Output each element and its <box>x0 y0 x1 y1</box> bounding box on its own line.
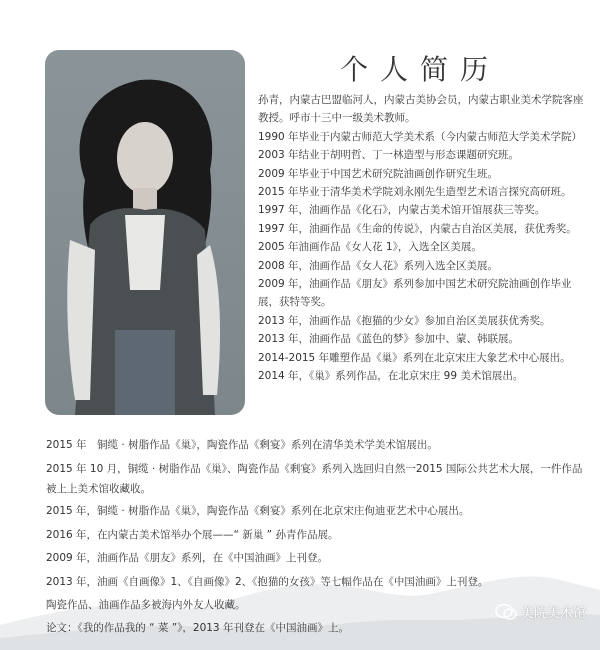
bio-line: 2016 年，在内蒙古美术馆举办个展——“ 新巢 ” 孙青作品展。 <box>46 528 339 541</box>
bio-line: 2015 年 10 月，铜缆 · 树脂作品《巢》、陶瓷作品《剩宴》系列入选回归自然一2015 国际公共艺术大展，一件作品被上上美术馆收藏收。 <box>46 463 583 496</box>
bio-line: 1997 年，油画作品《化石》，内蒙古美术馆开馆展获三等奖。 <box>258 204 546 217</box>
portrait-illustration <box>45 50 245 415</box>
bio-line: 陶瓷作品、油画作品多被海内外友人收藏。 <box>46 599 246 612</box>
watermark-text: 美院美术馆 <box>520 606 586 621</box>
bio-line: 2014 年，《巢》系列作品，在北京宋庄 99 美术馆展出。 <box>258 370 524 383</box>
portrait-photo <box>45 50 245 415</box>
bio-line: 2013 年，油画《自画像》1、《自画像》2、《抱猫的女孩》等七幅作品在《中国油画》上刊登。 <box>46 575 489 588</box>
bio-line: 2015 年毕业于清华美术学院刘永刚先生造型艺术语言探究高研班。 <box>258 186 572 199</box>
bio-line: 2013 年，油画作品《蓝色的梦》参加中、蒙、韩联展。 <box>258 333 520 346</box>
bio-line: 孙青，内蒙古巴盟临河人，内蒙古美协会员，内蒙古职业美术学院客座教授。呼市十三中一级美术教师。 <box>258 94 584 125</box>
bio-line: 2009 年，油画作品《朋友》系列，在《中国油画》上刊登。 <box>46 552 329 565</box>
bio-line: 1990 年毕业于内蒙古师范大学美术系（今内蒙古师范大学美术学院） <box>258 130 583 143</box>
wechat-icon <box>495 603 517 621</box>
bio-line: 论文：《我的作品我的 “ 菜 ”》，2013 年刊登在《中国油画》上。 <box>46 622 349 635</box>
bio-line: 2013 年，油画作品《抱猫的少女》参加自治区美展获优秀奖。 <box>258 314 551 327</box>
bio-line: 2009 年毕业于中国艺术研究院油画创作研究生班。 <box>258 167 499 180</box>
bio-line: 2008 年，油画作品《女人花》系列入选全区美展。 <box>258 259 499 272</box>
bio-right-column <box>258 91 588 386</box>
bio-line: 2015 年，铜缆 · 树脂作品《巢》，陶瓷作品《剩宴》系列在北京宋庄佝迪亚艺术中心展出。 <box>46 505 470 518</box>
bio-line: 2009 年，油画作品《朋友》系列参加中国艺术研究院油画创作毕业展，获特等奖。 <box>258 278 572 309</box>
bio-line: 2003 年结业于胡明哲、丁一林造型与形态课题研究班。 <box>258 149 520 162</box>
watermark <box>495 602 586 621</box>
bio-line: 1997 年，油画作品《生命的传说》，内蒙古自治区美展，获优秀奖。 <box>258 222 577 235</box>
bio-line: 2014-2015 年雕塑作品《巢》系列在北京宋庄大象艺术中心展出。 <box>258 351 571 364</box>
page-title: 个人简历 <box>340 53 501 86</box>
bio-line: 2015 年 铜缆 · 树脂作品《巢》，陶瓷作品《剩宴》系列在清华美术学美术馆展出。 <box>46 439 438 451</box>
bio-line: 2005 年油画作品《女人花 1》，入选全区美展。 <box>258 241 482 254</box>
